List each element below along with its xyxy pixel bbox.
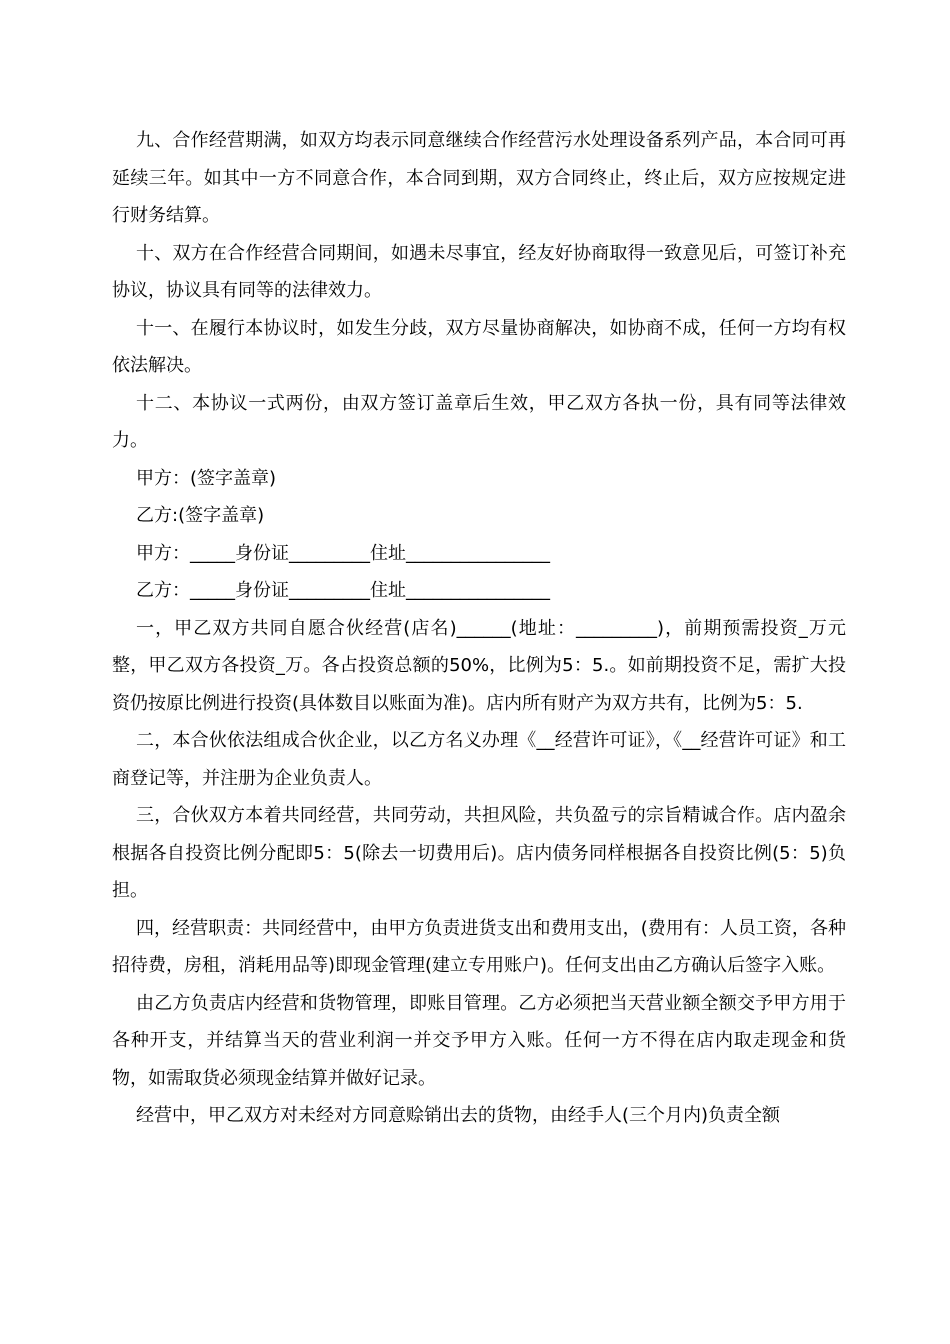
clause-10-paragraph: 十、双方在合作经营合同期间，如遇未尽事宜，经友好协商取得一致意见后，可签订补充协议，协议具有同等的法律效力。 — [112, 242, 846, 301]
clause-11-paragraph: 十一、在履行本协议时，如发生分歧，双方尽量协商解决，如协商不成，任何一方均有权依法解决。 — [112, 317, 846, 376]
clause-9-paragraph: 九、合作经营期满，如双方均表示同意继续合作经营污水处理设备系列产品，本合同可再延续三年。如其中一方不同意合作，本合同到期，双方合同终止，终止后，双方应按规定进行财务结算。 — [112, 130, 846, 226]
clause-12-paragraph: 十二、本协议一式两份，由双方签订盖章后生效，甲乙双方各执一份，具有同等法律效力。 — [112, 392, 846, 451]
party-a-signature-line: 甲方：(签字盖章) — [136, 467, 277, 489]
clause-2-paragraph: 二，本合伙依法组成合伙企业，以乙方名义办理《__经营许可证》，《__经营许可证》和工商登记等，并注册为企业负责人。 — [112, 730, 846, 789]
party-a-id-address-line: 甲方：_____身份证_________住址________________ — [136, 542, 550, 564]
management-duties-paragraph: 由乙方负责店内经营和货物管理，即账目管理。乙方必须把当天营业额全额交予甲方用于各种开支，并结算当天的营业利润一并交予甲方入账。任何一方不得在店内取走现金和货物，如需取货必须现金结算并做好记录。 — [112, 992, 846, 1089]
document-page — [112, 122, 846, 1135]
clause-4-paragraph: 四，经营职责：共同经营中，由甲方负责进货支出和费用支出，(费用有：人员工资，各种招待费，房租，消耗用品等)即现金管理(建立专用账户)。任何支出由乙方确认后签字入账。 — [112, 917, 846, 976]
clause-3-paragraph: 三，合伙双方本着共同经营，共同劳动，共担风险，共负盈亏的宗旨精诚合作。店内盈余根据各自投资比例分配即5：5(除去一切费用后)。店内债务同样根据各自投资比例(5：5)负担。 — [112, 805, 846, 901]
clause-1-paragraph: 一，甲乙双方共同自愿合伙经营(店名)______(地址：_________)，前期预需投资_万元整，甲乙双方各投资_万。各占投资总额的50%，比例为5：5.。如前期投资不足，需扩大投资仍按原比例进行投资(具体数目以账面为准)。店内所有财产为双方共有，比例为5：5. — [112, 617, 846, 714]
credit-sales-paragraph: 经营中，甲乙双方对未经对方同意赊销出去的货物，由经手人(三个月内)负责全额 — [136, 1105, 781, 1126]
party-b-signature-line: 乙方:(签字盖章) — [136, 505, 265, 526]
party-b-id-address-line: 乙方：_____身份证_________住址________________ — [136, 580, 550, 601]
